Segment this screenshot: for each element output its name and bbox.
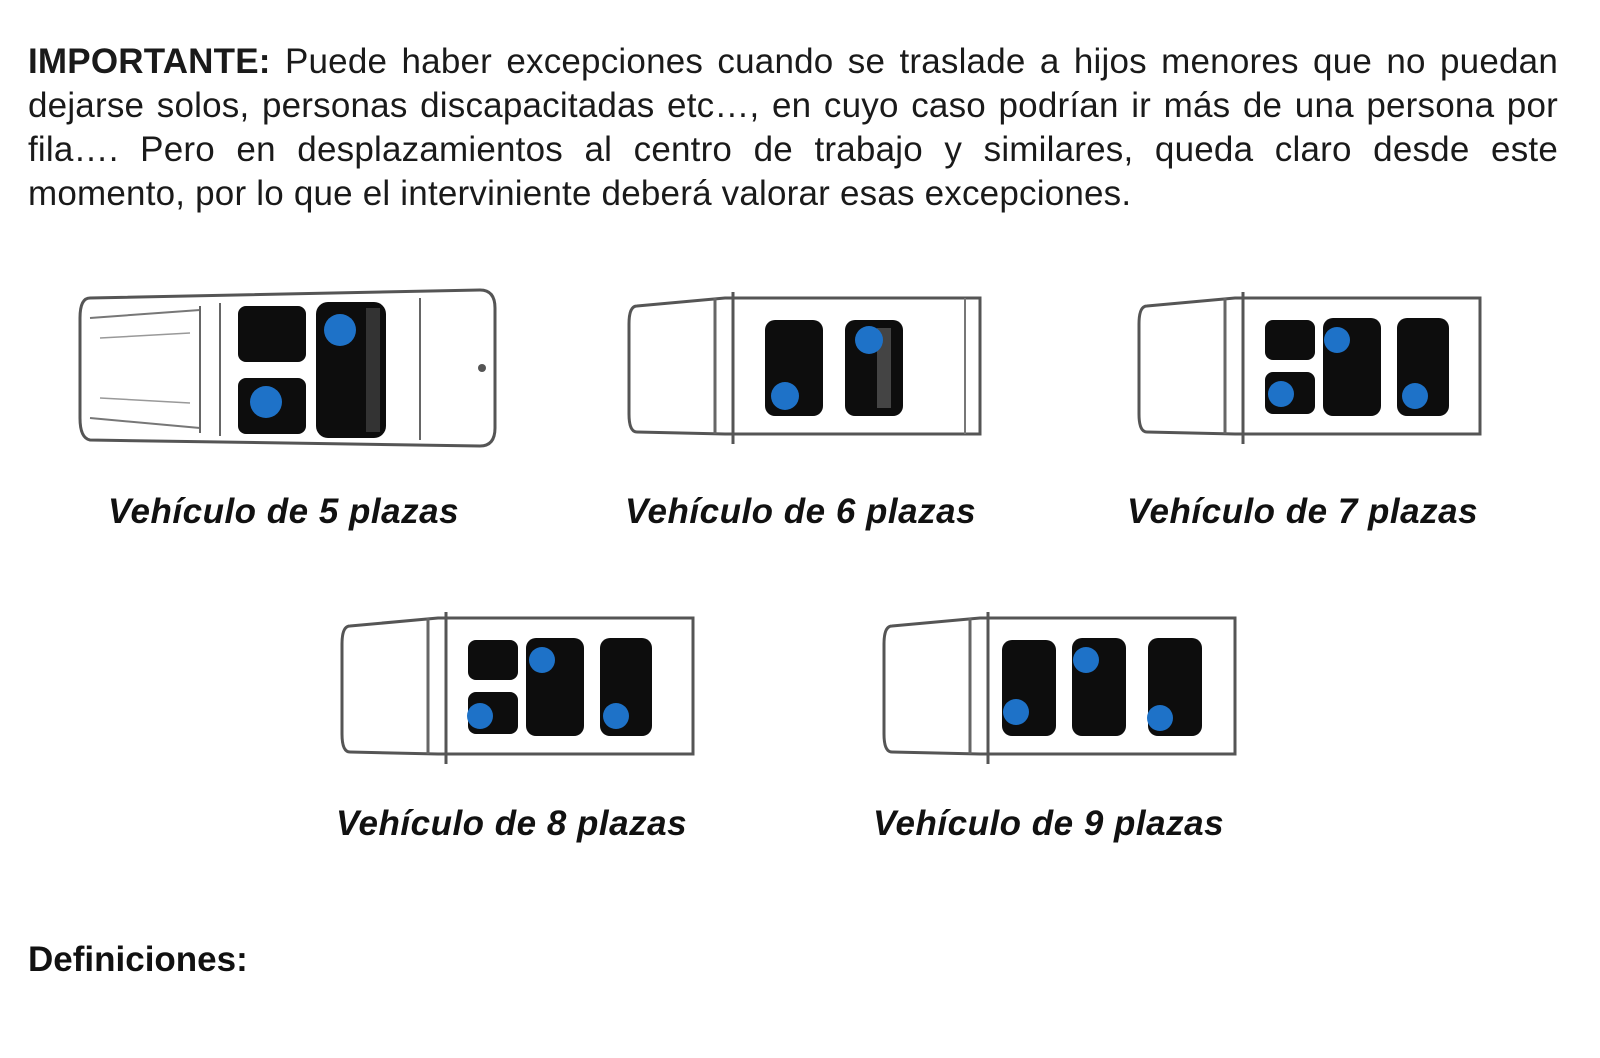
vehicle-7-seats (1135, 284, 1495, 454)
caption-vehicle-5: Vehículo de 5 plazas (108, 492, 460, 531)
vehicle-5-seats (70, 278, 510, 458)
caption-vehicle-8: Vehículo de 8 plazas (336, 804, 688, 843)
definitions-title: Definiciones: (28, 940, 248, 979)
caption-vehicle-6: Vehículo de 6 plazas (625, 492, 977, 531)
important-paragraph (28, 40, 1558, 216)
car-7-seat-diagram (1135, 284, 1495, 454)
caption-vehicle-9: Vehículo de 9 plazas (873, 804, 1225, 843)
car-9-seat-diagram (880, 604, 1240, 774)
car-5-seat-diagram (70, 278, 510, 458)
caption-vehicle-7: Vehículo de 7 plazas (1127, 492, 1479, 531)
important-text: Puede haber excepciones cuando se traslade a hijos menores que no puedan dejarse solos, personas discapacitadas etc…, en cuyo caso podrían ir más de una persona por fila…. Pero en desplazamientos al centro de trabajo y similares, queda claro desde este momento, por lo que el interviniente deberá valorar esas excepciones. (28, 42, 1558, 213)
vehicle-6-seats (625, 284, 985, 454)
car-6-seat-diagram (625, 284, 985, 454)
vehicle-9-seats (880, 604, 1240, 774)
car-8-seat-diagram (338, 604, 698, 774)
important-label: IMPORTANTE: (28, 42, 271, 81)
vehicle-8-seats (338, 604, 698, 774)
